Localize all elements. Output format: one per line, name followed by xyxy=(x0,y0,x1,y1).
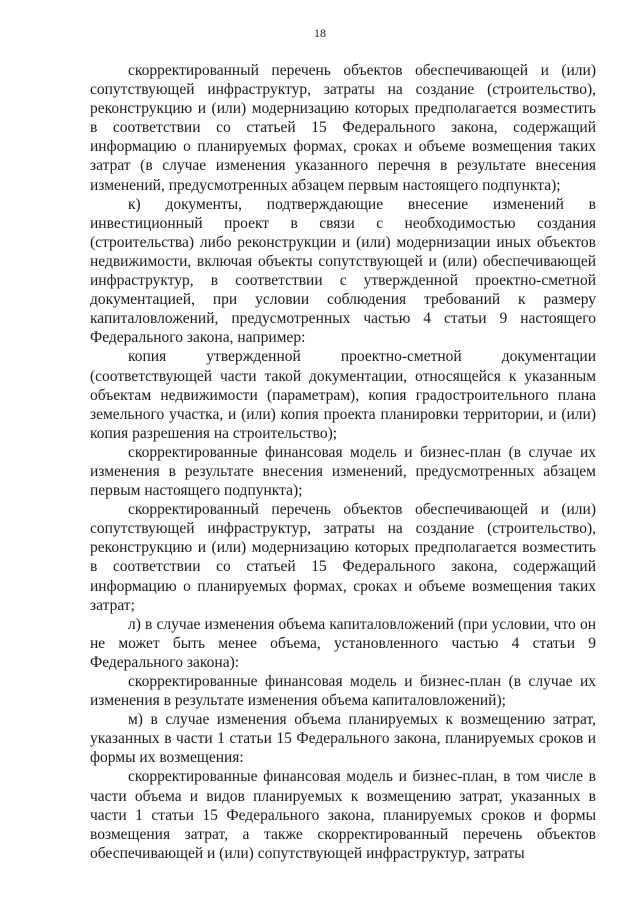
paragraph-list-of-objects: скорректированный перечень объектов обеспечивающей и (или) сопутствующей инфраструктур, затраты на создание (строительство), реконструкцию и (или) модернизацию которых предполагается возместить в соответствии со статьей 15 Федерального закона, содержащий информацию о планируемых формах, сроках и объеме возмещения таких затрат (в случае изменения указанного перечня в результате внесения изменений, предусмотренных абзацем первым настоящего подпункта); xyxy=(90,62,596,194)
paragraph-financial-model-costs: скорректированные финансовая модель и бизнес-план, в том числе в части объема и видов планируемых к возмещению затрат, указанных в части 1 статьи 15 Федерального закона, планируемых сроков и формы возмещения затрат, а также скорректированный перечень объектов обеспечивающей и (или) сопутствующей инфраструктур, затраты xyxy=(90,768,596,862)
page-number: 18 xyxy=(314,26,326,40)
paragraph-design-docs-copy: копия утвержденной проектно-сметной документации (соответствующей части такой документации, относящейся к указанным объектам недвижимости (параметрам), копия градостроительного плана земельного участка, и (или) копия проекта планировки территории, и (или) копия разрешения на строительство); xyxy=(90,348,596,442)
document-body xyxy=(90,61,596,863)
paragraph-item-k: к) документы, подтверждающие внесение изменений в инвестиционный проект в связи с необходимостью создания (строительства) либо реконструкции и (или) модернизации иных объектов недвижимости, включая объекты сопутствующей и (или) обеспечивающей инфраструктур, в соответствии с утвержденной проектно-сметной документацией, при условии соблюдения требований к размеру капиталовложений, предусмотренных частью 4 статьи 9 настоящего Федерального закона, например: xyxy=(90,195,596,347)
paragraph-financial-model: скорректированные финансовая модель и бизнес-план (в случае их изменения в результате внесения изменений, предусмотренных абзацем первым настоящего подпункта); xyxy=(90,443,596,500)
paragraph-infrastructure-list: скорректированный перечень объектов обеспечивающей и (или) сопутствующей инфраструктур, затраты на создание (строительство), реконструкцию и (или) модернизацию которых предполагается возместить в соответствии со статьей 15 Федерального закона, содержащий информацию о планируемых формах, сроках и объеме возмещения таких затрат; xyxy=(90,501,596,614)
paragraph-financial-model-capex: скорректированные финансовая модель и бизнес-план (в случае их изменения в результате изменения объема капиталовложений); xyxy=(90,673,596,710)
paragraph-item-m: м) в случае изменения объема планируемых к возмещению затрат, указанных в части 1 статьи 15 Федерального закона, планируемых сроков и формы их возмещения: xyxy=(90,711,596,767)
paragraph-item-l: л) в случае изменения объема капиталовложений (при условии, что он не может быть менее объема, установленного частью 4 статьи 9 Федерального закона): xyxy=(90,615,596,671)
